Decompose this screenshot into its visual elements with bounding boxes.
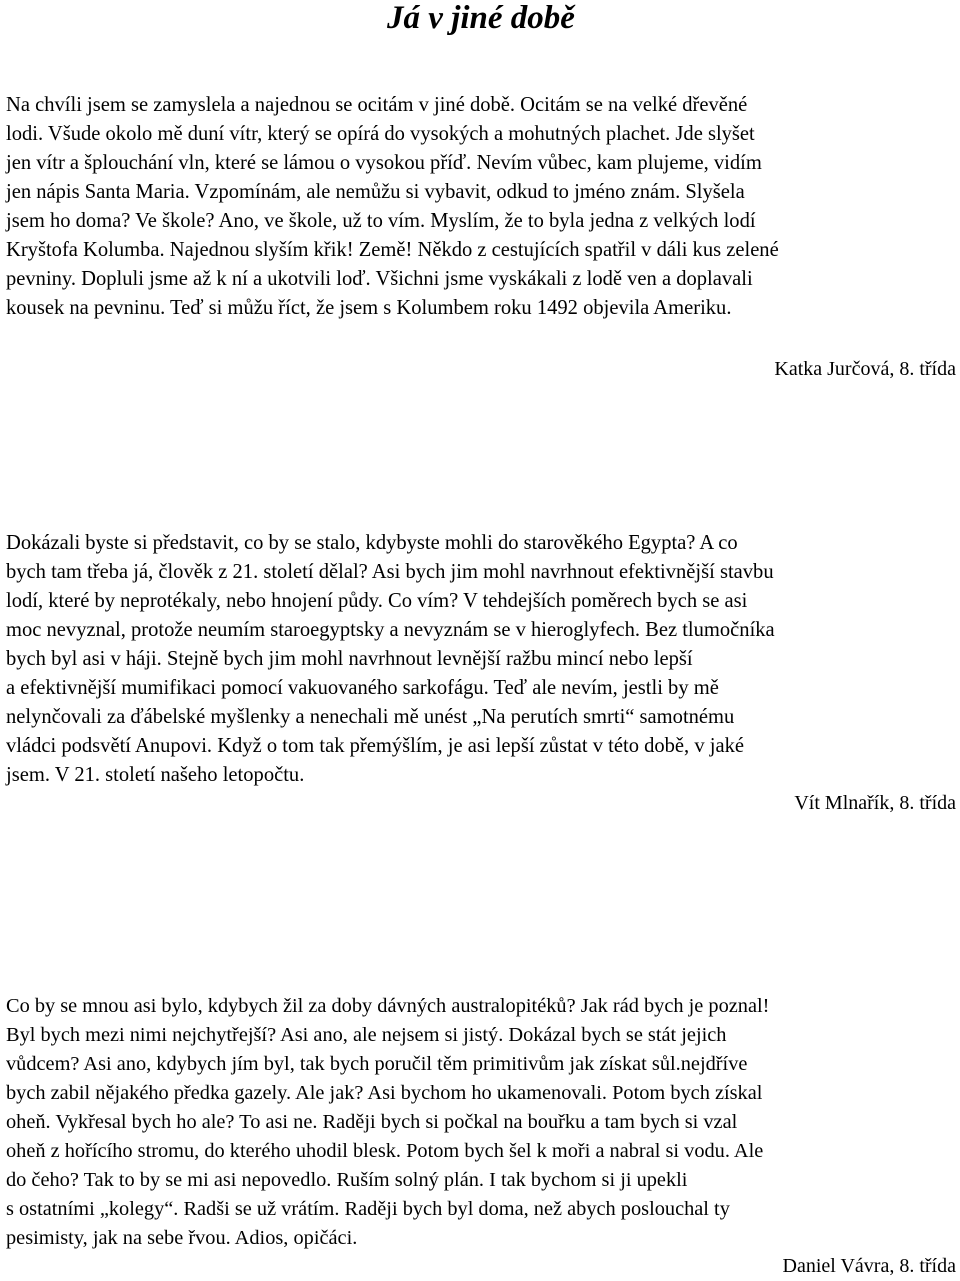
story-2-line: vládci podsvětí Anupovi. Když o tom tak přemýšlím, je asi lepší zůstat v této době, v jaké xyxy=(6,735,744,757)
story-2-line: lodí, které by neprotékaly, nebo hnojení půdy. Co vím? V tehdejších poměrech bych se asi xyxy=(6,590,748,612)
story-2-line: Dokázali byste si představit, co by se stalo, kdybyste mohli do starověkého Egypta? A co xyxy=(6,532,738,554)
story-2-text xyxy=(6,529,956,790)
story-1-line: jen vítr a šplouchání vln, které se lámou o vysokou příď. Nevím vůbec, kam plujeme, vidím xyxy=(6,152,762,174)
story-2-signature: Vít Mlnařík, 8. třída xyxy=(794,792,956,814)
story-3-line: pesimisty, jak na sebe řvou. Adios, opičáci. xyxy=(6,1227,358,1249)
story-3-line: oheň. Vykřesal bych ho ale? To asi ne. Raději bych si počkal na bouřku a tam bych si vzal xyxy=(6,1111,738,1133)
story-1-line: kousek na pevninu. Teď si můžu říct, že jsem s Kolumbem roku 1492 objevila Ameriku. xyxy=(6,297,732,319)
story-1-line: pevniny. Dopluli jsme až k ní a ukotvili loď. Všichni jsme vyskákali z lodě ven a doplavali xyxy=(6,268,753,290)
story-3-line: bych zabil nějakého předka gazely. Ale jak? Asi bychom ho ukamenovali. Potom bych získal xyxy=(6,1082,763,1104)
story-3-line: Byl bych mezi nimi nejchytřejší? Asi ano, ale nejsem si jistý. Dokázal bych se stát jejich xyxy=(6,1024,727,1046)
story-3-line: oheň z hořícího stromu, do kterého uhodil blesk. Potom bych šel k moři a nabral si vodu. Ale xyxy=(6,1140,764,1162)
story-2-line: bych byl asi v háji. Stejně bych jim mohl navrhnout levnější ražbu mincí nebo lepší xyxy=(6,648,693,670)
document-title: Já v jiné době xyxy=(387,0,575,36)
story-1-signature: Katka Jurčová, 8. třída xyxy=(774,358,956,380)
story-2-line: bych tam třeba já, člověk z 21. století dělal? Asi bych jim mohl navrhnout efektivnější stavbu xyxy=(6,561,774,583)
story-2-line: moc nevyznal, protože neumím staroegyptsky a nevyznám se v hieroglyfech. Bez tlumočníka xyxy=(6,619,775,641)
story-2-line: jsem. V 21. století našeho letopočtu. xyxy=(6,764,305,786)
story-3-line: Co by se mnou asi bylo, kdybych žil za doby dávných australopitéků? Jak rád bych je poznal! xyxy=(6,995,770,1017)
story-3-signature: Daniel Vávra, 8. třída xyxy=(782,1255,956,1277)
story-3-line: vůdcem? Asi ano, kdybych jím byl, tak bych poručil těm primitivům jak získat sůl.nejdříve xyxy=(6,1053,748,1075)
story-1-line: lodi. Všude okolo mě duní vítr, který se opírá do vysokých a mohutných plachet. Jde slyšet xyxy=(6,123,755,145)
story-1-line: Na chvíli jsem se zamyslela a najednou se ocitám v jiné době. Ocitám se na velké dřevěné xyxy=(6,94,748,116)
story-2-line: nelynčovali za ďábelské myšlenky a nenechali mě unést „Na perutích smrti“ samotnému xyxy=(6,706,735,728)
story-1-line: Kryštofa Kolumba. Najednou slyším křik! Země! Někdo z cestujících spatřil v dáli kus zelené xyxy=(6,239,779,261)
story-2-line: a efektivnější mumifikaci pomocí vakuovaného sarkofágu. Teď ale nevím, jestli by mě xyxy=(6,677,719,699)
story-3-text xyxy=(6,992,956,1253)
story-3-line: do čeho? Tak to by se mi asi nepovedlo. Ruším solný plán. I tak bychom si ji upekli xyxy=(6,1169,688,1191)
story-1-line: jsem ho doma? Ve škole? Ano, ve škole, už to vím. Myslím, že to byla jedna z velkých lodí xyxy=(6,210,756,232)
story-1-text xyxy=(6,91,956,323)
story-3-line: s ostatními „kolegy“. Radši se už vrátím. Raději bych byl doma, než abych poslouchal ty xyxy=(6,1198,730,1220)
story-1-line: jen nápis Santa Maria. Vzpomínám, ale nemůžu si vybavit, odkud to jméno znám. Slyšela xyxy=(6,181,745,203)
